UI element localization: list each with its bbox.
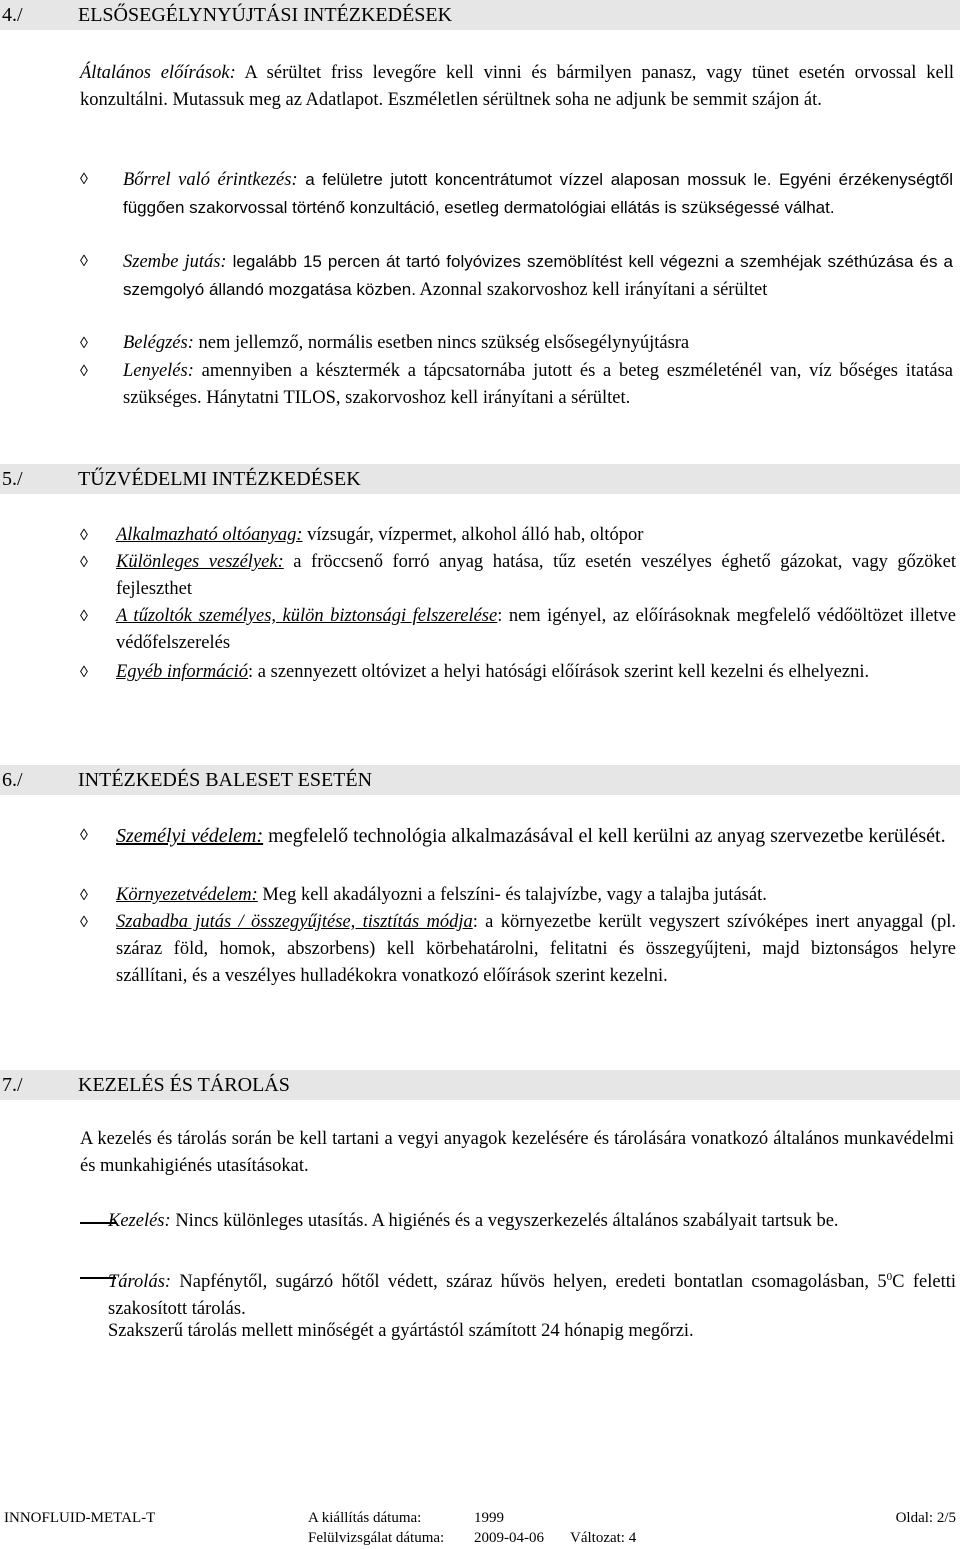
item-label: Szabadba jutás / összegyűjtése, tisztítás módja xyxy=(116,912,473,932)
item-text: : nem igényel, az előírásoknak megfelelő védőöltözet illetve védőfelszerelés xyxy=(116,606,957,653)
item-skin-contact xyxy=(123,166,953,222)
footer-product-name: INNOFLUID-METAL-T xyxy=(4,1510,156,1526)
item-text: Nincs különleges utasítás. A higiénés és a vegyszerkezelés általános szabályait tartsuk be. xyxy=(170,1211,839,1231)
item-label: Környezetvédelem: xyxy=(116,885,258,905)
item-text: a fröccsenő forró anyag hatása, tűz esetén veszélyes éghető gázokat, vagy gőzöket fejleszthet xyxy=(116,552,956,599)
paragraph-label: Általános előírások: xyxy=(80,63,236,83)
section-number: 5./ xyxy=(2,468,23,490)
diamond-bullet-icon: ◊ xyxy=(80,335,88,352)
diamond-bullet-icon: ◊ xyxy=(80,664,88,681)
item-ingestion xyxy=(123,358,953,412)
footer-version: Változat: 4 xyxy=(570,1530,637,1546)
item-text: a felületre jutott koncentrátumot vízzel alaposan mossuk le. Egyéni érzékenységtől függően szakorvossal történő konzultáció, esetleg dermatológiai ellátás is szükségessé válhat. xyxy=(123,170,953,217)
item-label: Egyéb információ xyxy=(116,662,249,682)
superscript: 0 xyxy=(886,1271,893,1283)
section-5-header xyxy=(0,464,960,494)
item-label: A tűzoltók személyes, külön biztonsági felszerelése xyxy=(116,606,498,626)
item-label: Belégzés: xyxy=(123,333,194,353)
item-cleanup-method xyxy=(116,909,956,990)
diamond-bullet-icon: ◊ xyxy=(80,827,88,844)
item-extinguishing-media xyxy=(116,522,956,549)
section-title: INTÉZKEDÉS BALESET ESETÉN xyxy=(78,769,373,791)
section-number: 7./ xyxy=(2,1074,23,1096)
section-title: KEZELÉS ÉS TÁROLÁS xyxy=(78,1074,290,1096)
item-label: Személyi védelem: xyxy=(116,825,264,847)
diamond-bullet-icon: ◊ xyxy=(80,171,88,188)
item-label: Szembe jutás: xyxy=(123,252,227,272)
item-inhalation xyxy=(123,330,953,357)
diamond-bullet-icon: ◊ xyxy=(80,554,88,571)
item-text: : a környezetbe került vegyszert szívóképes inert anyaggal (pl. száraz föld, homok, abszorbens) kell körbehatárolni, felitatni és összegyűjteni, majd biztonságos helyre szállítani, és a veszélyes hulladékokra vonatkozó előírások szerint kezelni. xyxy=(116,912,956,986)
item-text: nem jellemző, normális esetben nincs szükség elsősegélynyújtásra xyxy=(193,333,690,353)
item-text: megfelelő technológia alkalmazásával el kell kerülni az anyag szervezetbe kerülését. xyxy=(263,825,946,847)
section-title: TŰZVÉDELMI INTÉZKEDÉSEK xyxy=(78,468,361,490)
diamond-bullet-icon: ◊ xyxy=(80,527,88,544)
item-eye-contact xyxy=(123,248,953,304)
section-6-header xyxy=(0,765,960,795)
item-label: Bőrrel való érintkezés: xyxy=(123,170,298,190)
item-text-2: C feletti szakosított tárolás. xyxy=(108,1272,956,1320)
item-text: legalább 15 percen át tartó folyóvizes szemöblítést kell végezni a szemhéjak széthúzása és a szemgolyó állandó mozgatása közben. xyxy=(123,252,953,299)
item-text: vízsugár, vízpermet, alkohol álló hab, oltópor xyxy=(302,525,644,545)
item-text: : a szennyezett oltóvizet a helyi hatósági előírások szerint kell kezelni és elhelyezni. xyxy=(248,662,870,682)
general-instructions xyxy=(80,60,954,114)
item-firefighter-equipment xyxy=(116,603,956,657)
item-special-hazards xyxy=(116,549,956,603)
diamond-bullet-icon: ◊ xyxy=(80,914,88,931)
item-text-2: Azonnal szakorvoshoz kell irányítani a sérültet xyxy=(415,280,768,300)
paragraph-text: A sérültet friss levegőre kell vinni és bármilyen panasz, vagy tünet esetén orvossal kell konzultálni. Mutassuk meg az Adatlapot. Eszméletlen sérültnek soha ne adjunk be semmit szájon át. xyxy=(80,63,954,110)
item-label: Különleges veszélyek: xyxy=(116,552,284,572)
section-number: 6./ xyxy=(2,769,23,791)
item-other-information xyxy=(116,659,956,686)
section-title: ELSŐSEGÉLYNYÚJTÁSI INTÉZKEDÉSEK xyxy=(78,4,453,26)
section-number: 4./ xyxy=(2,4,23,26)
footer-page-number: Oldal: 2/5 xyxy=(895,1510,956,1526)
item-text: Napfénytől, sugárzó hőtől védett, száraz hűvös helyen, eredeti bontatlan csomagolásban, 5 xyxy=(171,1272,887,1293)
footer-issue-value: 1999 xyxy=(474,1510,504,1526)
section-4-header xyxy=(0,0,960,30)
diamond-bullet-icon: ◊ xyxy=(80,253,88,270)
footer-revision-value: 2009-04-06 xyxy=(474,1530,544,1546)
handling-storage-intro: A kezelés és tárolás során be kell tartani a vegyi anyagok kezelésére és tárolására vonatkozó általános munkavédelmi és munkahigiénés utasításokat. xyxy=(80,1129,954,1176)
item-label: Kezelés: xyxy=(108,1211,171,1231)
item-storage xyxy=(108,1264,956,1323)
item-label: Lenyelés: xyxy=(123,361,194,381)
item-text: amennyiben a késztermék a tápcsatornába jutott és a beteg eszméleténél van, víz bőséges itatása szükséges. Hánytatni TILOS, szakorvoshoz kell irányítani a sérültet. xyxy=(123,361,953,408)
diamond-bullet-icon: ◊ xyxy=(80,887,88,904)
item-environmental-protection xyxy=(116,882,956,909)
item-personal-protection xyxy=(116,822,956,851)
storage-shelf-life: Szakszerű tárolás mellett minőségét a gyártástól számított 24 hónapig megőrzi. xyxy=(108,1321,694,1341)
item-label: Tárolás: xyxy=(108,1272,172,1293)
item-text: Meg kell akadályozni a felszíni- és talajvízbe, vagy a talajba jutását. xyxy=(257,885,767,905)
diamond-bullet-icon: ◊ xyxy=(80,363,88,380)
diamond-bullet-icon: ◊ xyxy=(80,608,88,625)
item-label: Alkalmazható oltóanyag: xyxy=(116,525,303,545)
section-7-header xyxy=(0,1070,960,1100)
item-handling xyxy=(108,1208,956,1235)
footer-revision-label: Felülvizsgálat dátuma: xyxy=(308,1530,445,1546)
footer-issue-label: A kiállítás dátuma: xyxy=(308,1510,422,1526)
